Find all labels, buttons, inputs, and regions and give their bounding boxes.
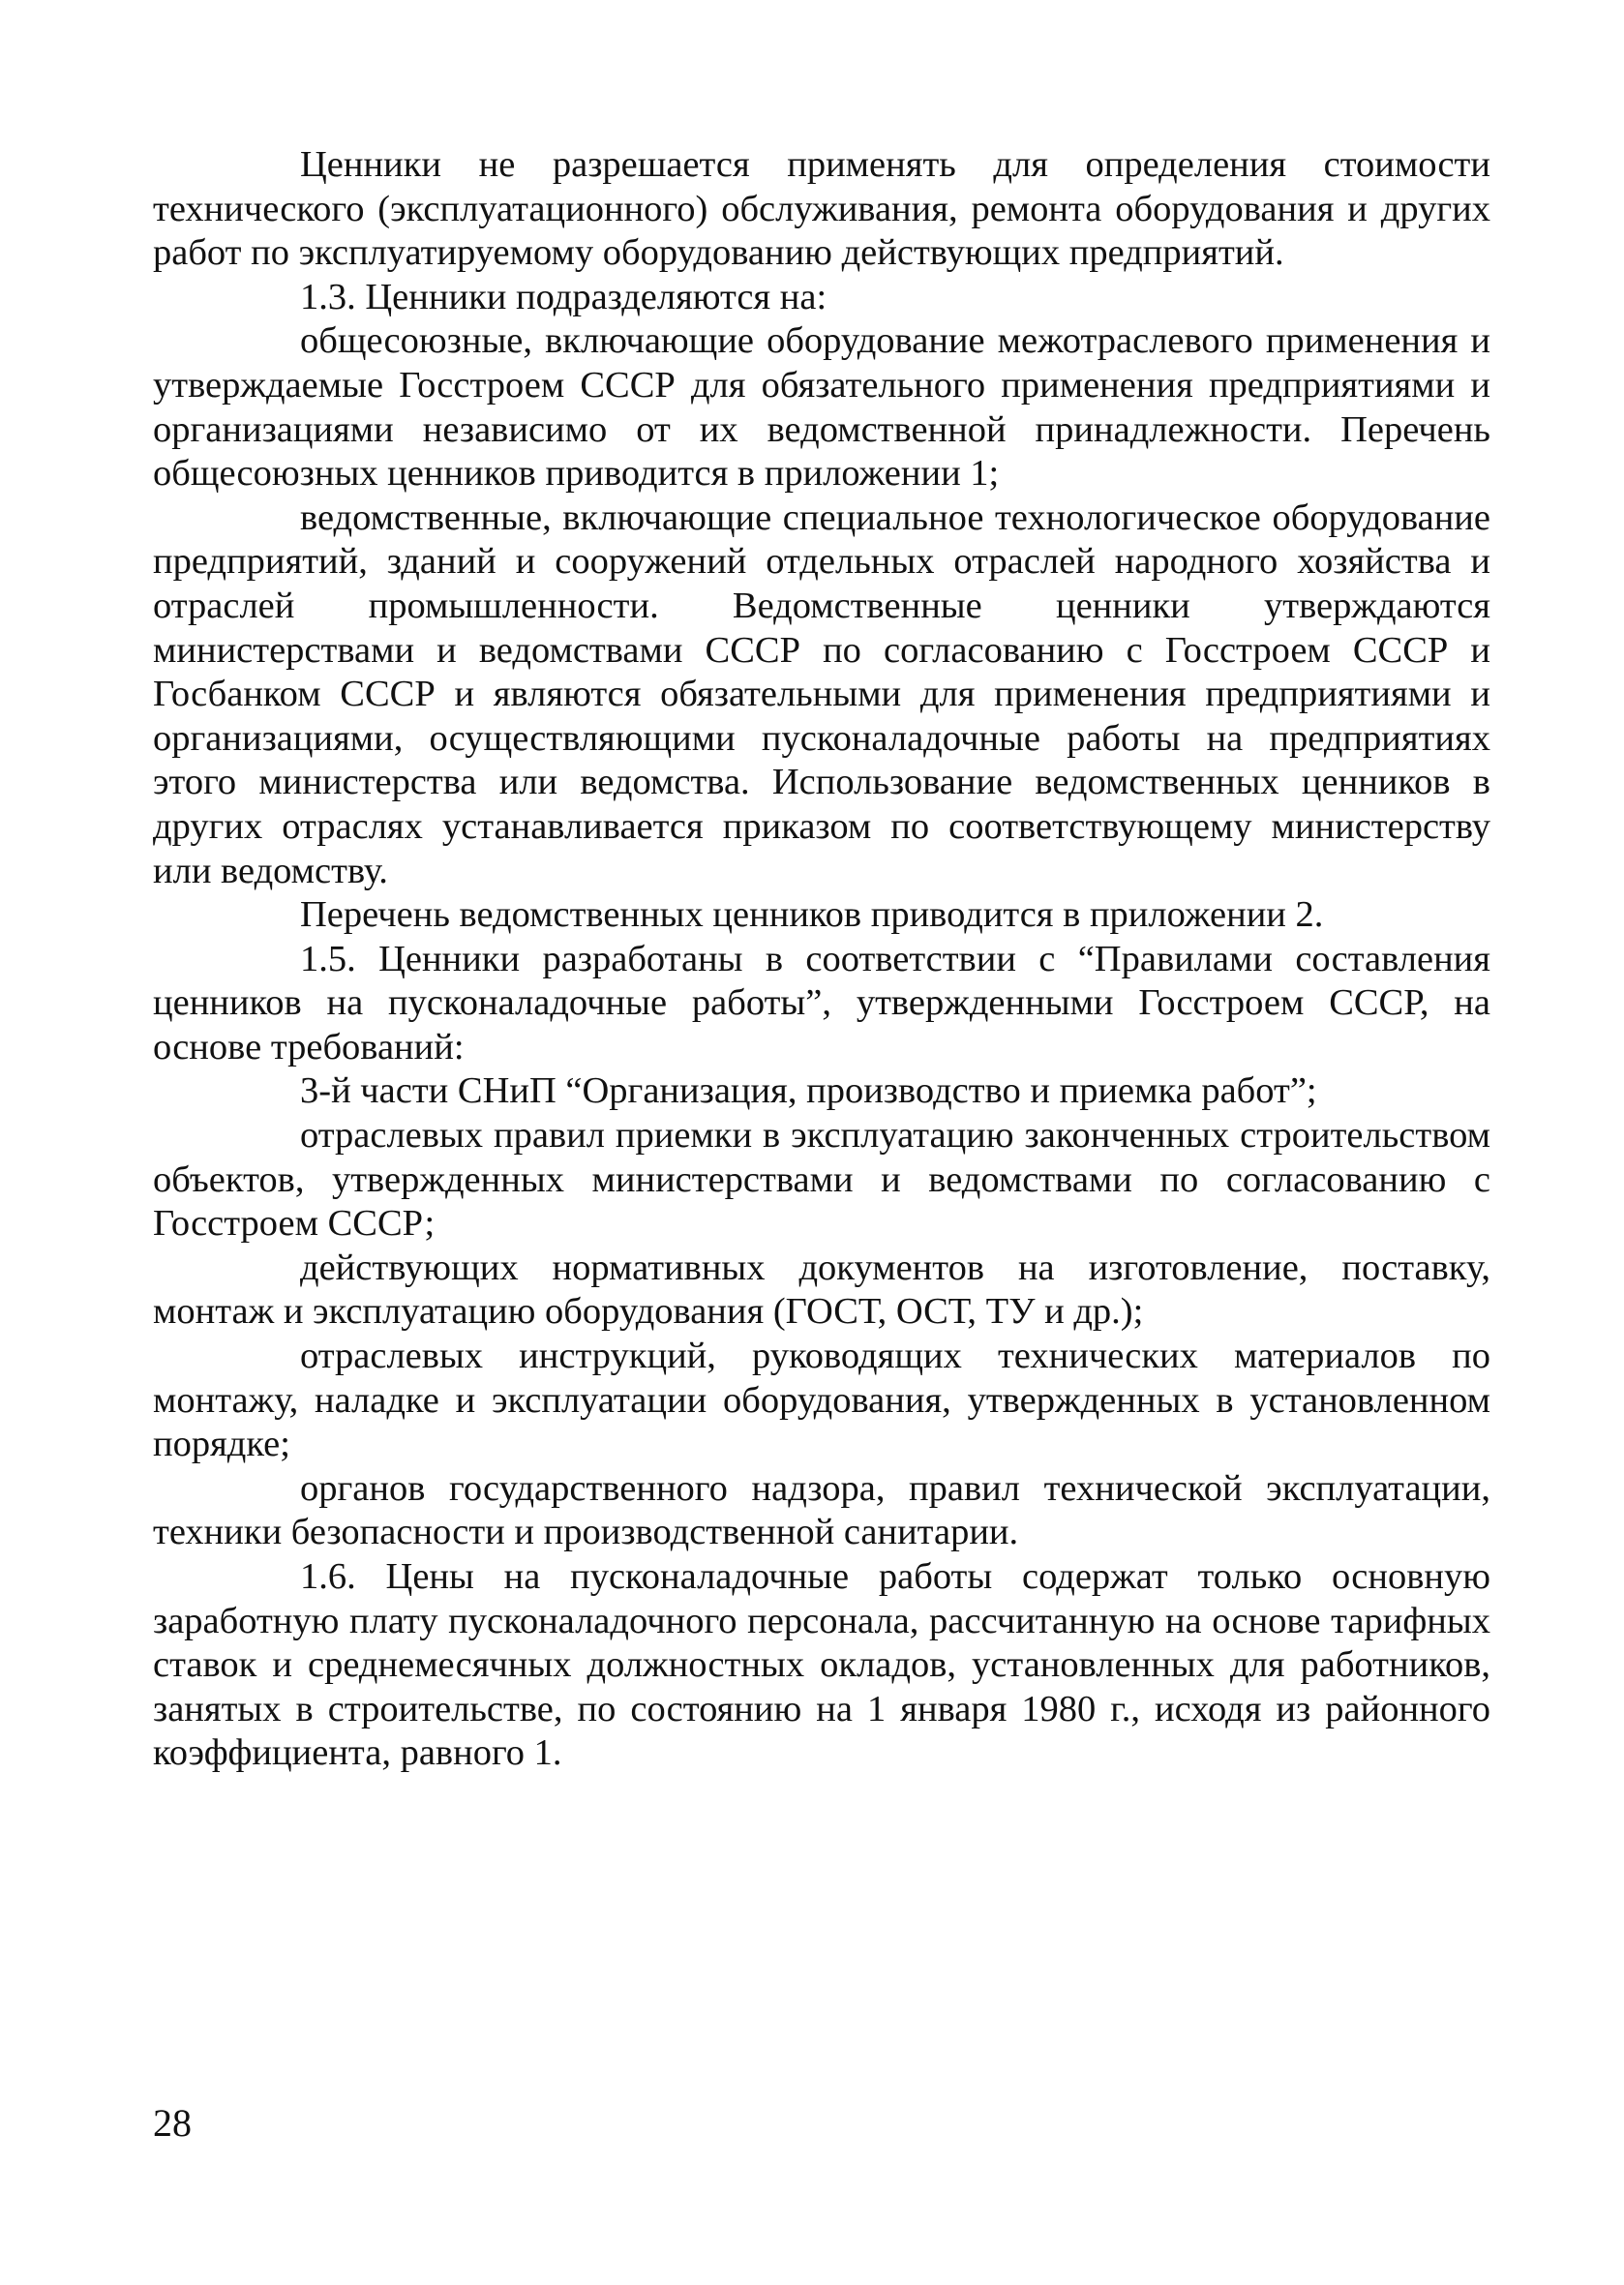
paragraph-snip-part-3: 3-й части СНиП “Организация, производство и приемка работ”; <box>300 1070 1317 1112</box>
paragraph-1-6: 1.6. Цены на пусконаладочные работы содержат только основную заработную плату пусконаладочного персонала, рассчитанную на основе тарифных ставок и среднемесячных должностных окладов, установленных для работников, занятых в строительстве, по состоянию на 1 января 1980 г., исходя из районного коэффициента, равного 1. <box>153 1556 1490 1774</box>
paragraph-state-supervision: органов государственного надзора, правил технической эксплуатации, техники безопасности и производственной санитарии. <box>153 1467 1490 1553</box>
body-text <box>153 143 1490 1776</box>
paragraph-branch-instructions: отраслевых инструкций, руководящих технических материалов по монтажу, наладке и эксплуатации оборудования, утвержденных в установленном порядке; <box>153 1336 1490 1465</box>
paragraph-1-5: 1.5. Ценники разработаны в соответствии с “Правилами составления ценников на пусконаладочные работы”, утвержденными Госстроем СССР, на основе требований: <box>153 938 1490 1067</box>
paragraph-normative-docs: действующих нормативных документов на изготовление, поставку, монтаж и эксплуатацию оборудования (ГОСТ, ОСТ, ТУ и др.); <box>153 1247 1490 1333</box>
paragraph-branch-rules: отраслевых правил приемки в эксплуатацию законченных строительством объектов, утвержденных министерствами и ведомствами по согласованию с Госстроем СССР; <box>153 1115 1490 1245</box>
paragraph-usage-restriction: Ценники не разрешается применять для определения стоимости технического (эксплуатационного) обслуживания, ремонта оборудования и других работ по эксплуатируемому оборудованию действующих предприятий. <box>153 144 1490 274</box>
paragraph-all-union: общесоюзные, включающие оборудование межотраслевого применения и утверждаемые Госстроем СССР для обязательного применения предприятиями и организациями независимо от их ведомственной принадлежности. Перечень общесоюзных ценников приводится в приложении 1; <box>153 320 1490 495</box>
paragraph-departmental: ведомственные, включающие специальное технологическое оборудование предприятий, зданий и сооружений отдельных отраслей народного хозяйства и отраслей промышленности. Ведомственные ценники утверждаются министерствами и ведомствами СССР по согласованию с Госстроем СССР и Госбанком СССР и являются обязательными для применения предприятиями и организациями, осуществляющими пусконаладочные работы на предприятиях этого министерства или ведомства. Использование ведомственных ценников в других отраслях устанавливается приказом по соответствующему министерству или ведомству. <box>153 496 1490 891</box>
page-number: 28 <box>153 2101 192 2145</box>
paragraph-departmental-list: Перечень ведомственных ценников приводится в приложении 2. <box>300 894 1324 936</box>
paragraph-1-3-heading: 1.3. Ценники подразделяются на: <box>300 276 827 317</box>
